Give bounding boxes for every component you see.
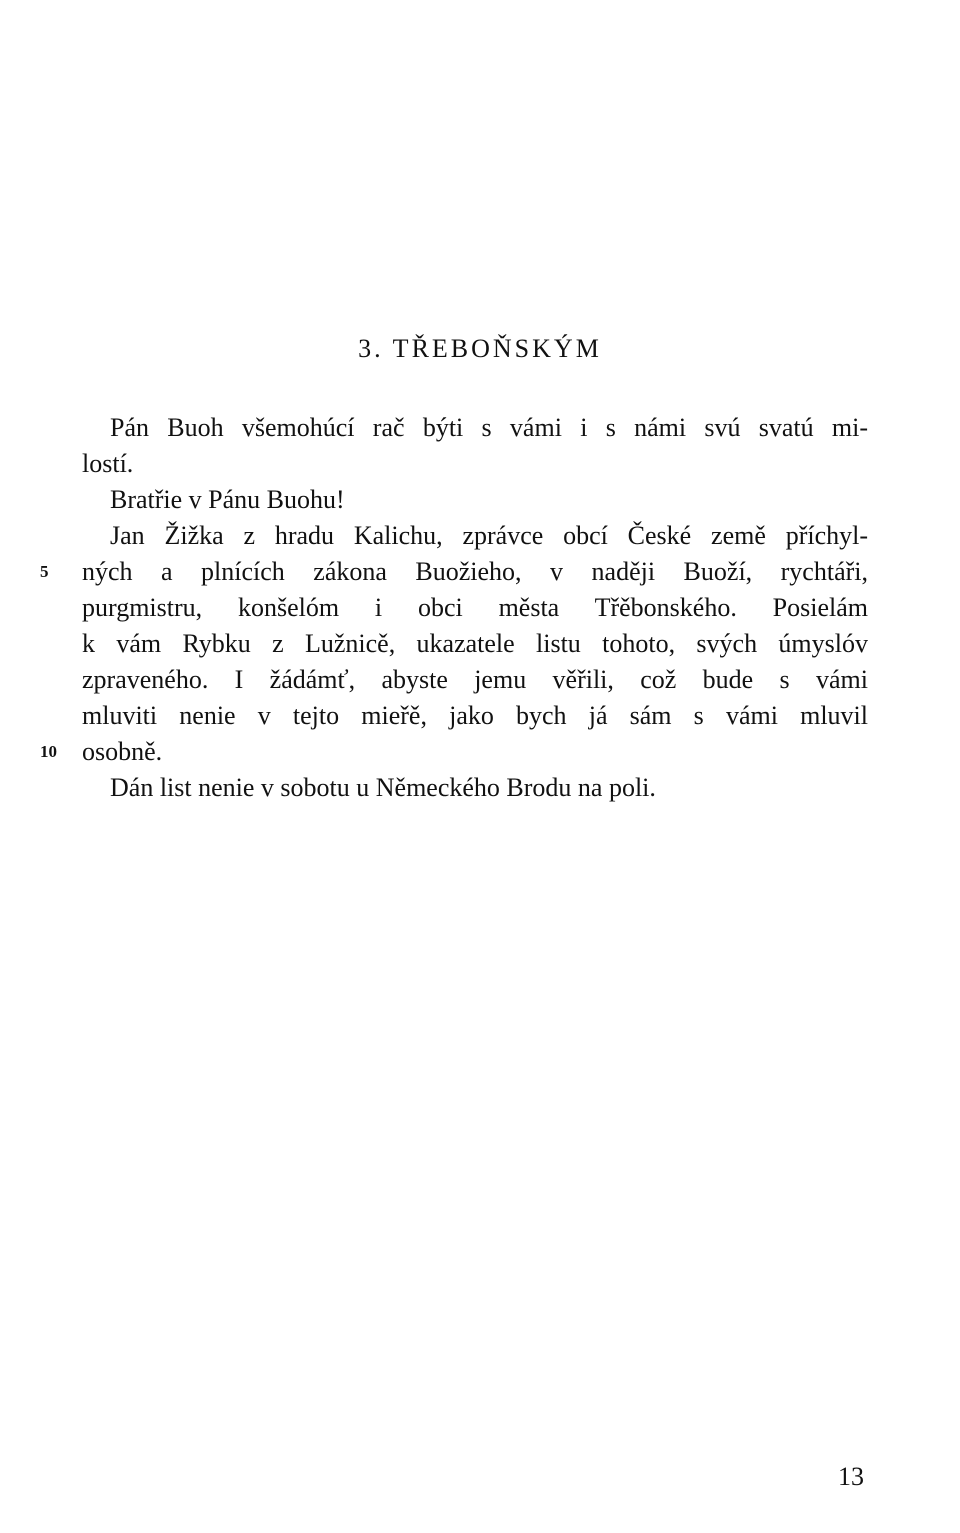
text-line-5: ných a plnících zákona Buožieho, v naději Buoží, rychtáři, <box>82 557 868 586</box>
text-line-2: lostí. <box>82 449 134 478</box>
text-line-7: k vám Rybku z Lužnicě, ukazatele listu tohoto, svých úmyslóv <box>82 629 868 658</box>
text-line-8: zpraveného. I žádámť, abyste jemu věřili, což bude s vámi <box>82 665 868 694</box>
text-line-1: Pán Buoh všemohúcí rač býti s vámi i s námi svú svatú mi- <box>110 413 868 442</box>
text-line-3: Bratřie v Pánu Buohu! <box>110 485 345 514</box>
text-line-10: osobně. <box>82 737 163 766</box>
text-line-4: Jan Žižka z hradu Kalichu, zprávce obcí České země příchyl- <box>110 521 868 550</box>
line-number-5: 5 <box>40 562 49 581</box>
page-number: 13 <box>838 1462 864 1491</box>
chapter-heading: 3. TŘEBOŇSKÝM <box>358 334 602 363</box>
text-line-11: Dán list nenie v sobotu u Německého Brodu na poli. <box>110 773 656 802</box>
text-line-6: purgmistru, konšelóm i obci města Třěbonského. Posielám <box>82 593 868 622</box>
line-number-10: 10 <box>40 742 57 761</box>
text-line-9: mluviti nenie v tejto mieřě, jako bych já sám s vámi mluvil <box>82 701 868 730</box>
